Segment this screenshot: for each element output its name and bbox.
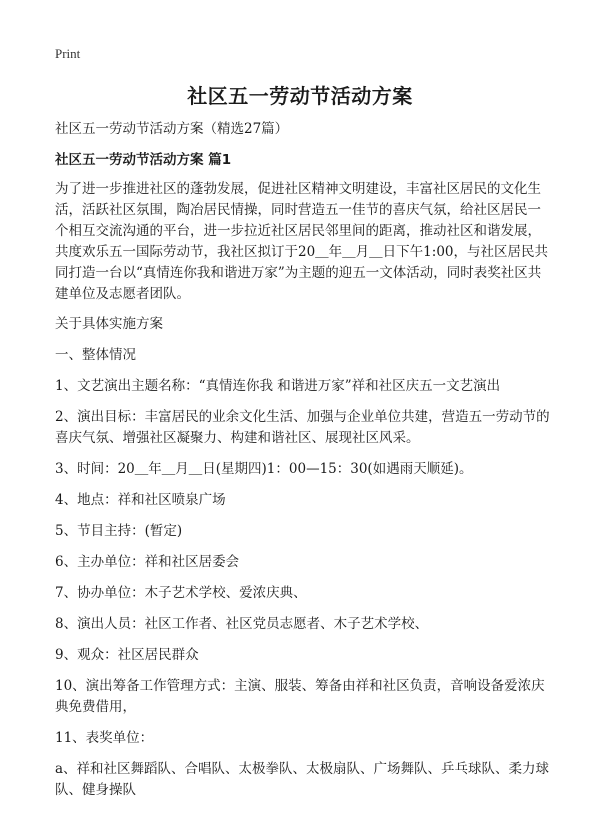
list-item: 2、演出目标：丰富居民的业余文化生活、加强与企业单位共建，营造五一劳动节的喜庆气氛、增强社区凝聚力、构建和谐社区、展现社区风采。 [55, 409, 550, 446]
section-heading: 社区五一劳动节活动方案 篇1 [55, 152, 232, 168]
list-item: 7、协办单位：木子艺术学校、爱浓庆典、 [55, 585, 307, 601]
list-item: a、祥和社区舞蹈队、合唱队、太极拳队、太极扇队、广场舞队、乒乓球队、柔力球队、健身操队 [55, 761, 550, 798]
print-label[interactable]: Print [55, 46, 81, 61]
list-item: 4、地点：祥和社区喷泉广场 [55, 492, 226, 508]
list-item: 5、节目主持：(暂定) [55, 523, 183, 539]
list-item: 9、观众：社区居民群众 [55, 647, 199, 663]
intro-paragraph: 为了进一步推进社区的蓬勃发展，促进社区精神文明建设，丰富社区居民的文化生活，活跃社区氛围，陶冶居民情操，同时营造五一佳节的喜庆气氛，给社区居民一个相互交流沟通的平台，进一步拉近社区居民邻里间的距离，推动社区和谐发展，共度欢乐五一国际劳动节，我社区拟订于20＿年＿月＿日下午1:00，与社区居民共同打造一台以“真情连你我和谐进万家”为主题的迎五一文体活动，同时表奖社区共建单位及志愿者团队。 [55, 181, 548, 302]
list-item: 8、演出人员：社区工作者、社区党员志愿者、木子艺术学校、 [55, 616, 429, 632]
list-item: 11、表奖单位： [55, 730, 154, 746]
list-item: 3、时间：20＿年＿月＿日(星期四)1：00—15：30(如遇雨天顺延)。 [55, 461, 473, 477]
document-subtitle: 社区五一劳动节活动方案（精选27篇） [55, 121, 289, 137]
list-item: 10、演出筹备工作管理方式：主演、服装、筹备由祥和社区负责，音响设备爱浓庆典免费借用， [55, 678, 545, 715]
overview-heading: 一、整体情况 [55, 347, 136, 363]
plan-heading: 关于具体实施方案 [55, 316, 163, 332]
page-title: 社区五一劳动节活动方案 [187, 84, 413, 108]
list-item: 1、文艺演出主题名称：“真情连你我 和谐进万家”祥和社区庆五一文艺演出 [55, 378, 501, 394]
list-item: 6、主办单位：祥和社区居委会 [55, 554, 240, 570]
document-body [55, 119, 554, 811]
